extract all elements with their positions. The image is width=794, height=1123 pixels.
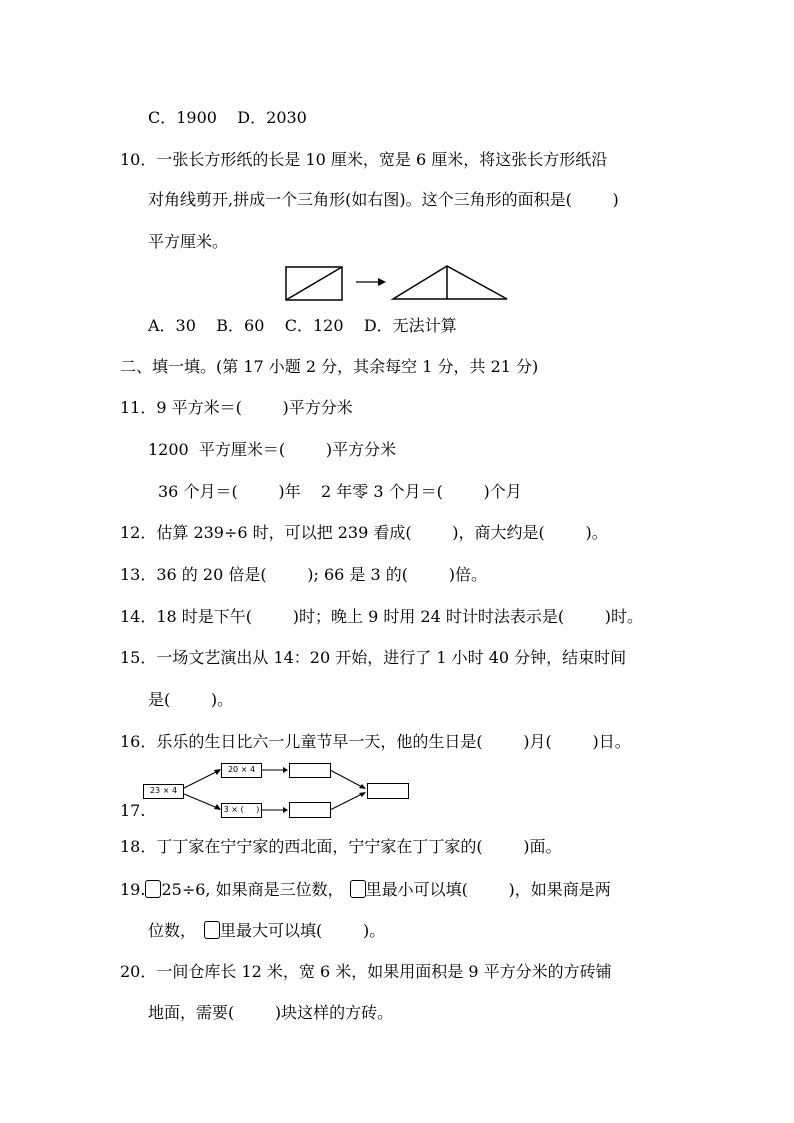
q20-line2: 地面，需要( )块这样的方砖。	[148, 1003, 394, 1022]
q10-text-line1: 10．一张长方形纸的长是 10 厘米，宽是 6 厘米，将这张长方形纸沿	[120, 150, 608, 169]
q14: 14．18 时是下午( )时；晚上 9 时用 24 时计时法表示是( )时。	[120, 607, 644, 626]
q19-text-d: 里最大可以填( )。	[220, 921, 386, 940]
q19-text-c: 位数，	[148, 921, 197, 940]
flow-answer-box-1	[289, 763, 331, 778]
blank-digit-box	[145, 880, 161, 898]
flow-box-bottom: 3 × ( )	[221, 803, 262, 818]
q11-line3: 36 个月＝( )年 2 年零 3 个月＝( )个月	[158, 482, 522, 501]
q18: 18．丁丁家在宁宁家的西北面，宁宁家在丁丁家的( )面。	[120, 837, 562, 856]
blank-digit-box	[350, 880, 366, 898]
q15-line2: 是( )。	[148, 690, 234, 709]
rectangle-to-triangle-figure	[280, 262, 520, 306]
flow-box-start: 23 × 4	[143, 784, 184, 799]
q19-line2	[148, 921, 385, 941]
q19-text-b: 里最小可以填( )，如果商是两	[365, 880, 611, 899]
q19-text-a: 25÷6, 如果商是三位数，	[161, 880, 344, 899]
q12: 12．估算 239÷6 时，可以把 239 看成( )，商大约是( )。	[120, 523, 608, 542]
triangle-shape	[393, 266, 507, 299]
q16: 16．乐乐的生日比六一儿童节早一天，他的生日是( )月( )日。	[120, 732, 631, 751]
q13: 13．36 的 20 倍是( ); 66 是 3 的( )倍。	[120, 565, 487, 584]
q19-line1	[120, 880, 611, 900]
q11-line2: 1200 平方厘米＝( )平方分米	[148, 440, 397, 459]
blank-digit-box	[204, 921, 220, 939]
diagonal-line	[286, 267, 342, 300]
q10-text-line2: 对角线剪开,拼成一个三角形(如右图)。这个三角形的面积是( )	[148, 190, 619, 209]
q10-text-line3: 平方厘米。	[148, 232, 229, 251]
q11-line1: 11．9 平方米＝( )平方分米	[120, 398, 353, 417]
q15-line1: 15．一场文艺演出从 14：20 开始，进行了 1 小时 40 分钟，结束时间	[120, 648, 627, 667]
q19-number: 19.	[120, 880, 146, 899]
section-2-heading: 二、填一填。(第 17 小题 2 分，其余每空 1 分，共 21 分)	[120, 357, 539, 376]
q17-label: 17.	[120, 801, 146, 820]
flow-box-top: 20 × 4	[221, 763, 262, 778]
arrow-head	[378, 278, 386, 286]
q9-options: C．1900 D．2030	[148, 108, 307, 127]
q20-line1: 20．一间仓库长 12 米，宽 6 米，如果用面积是 9 平方分米的方砖铺	[120, 962, 612, 981]
flow-answer-box-2	[289, 802, 331, 818]
flow-answer-box-final	[367, 783, 409, 799]
q10-options: A．30 B．60 C．120 D．无法计算	[148, 316, 457, 335]
